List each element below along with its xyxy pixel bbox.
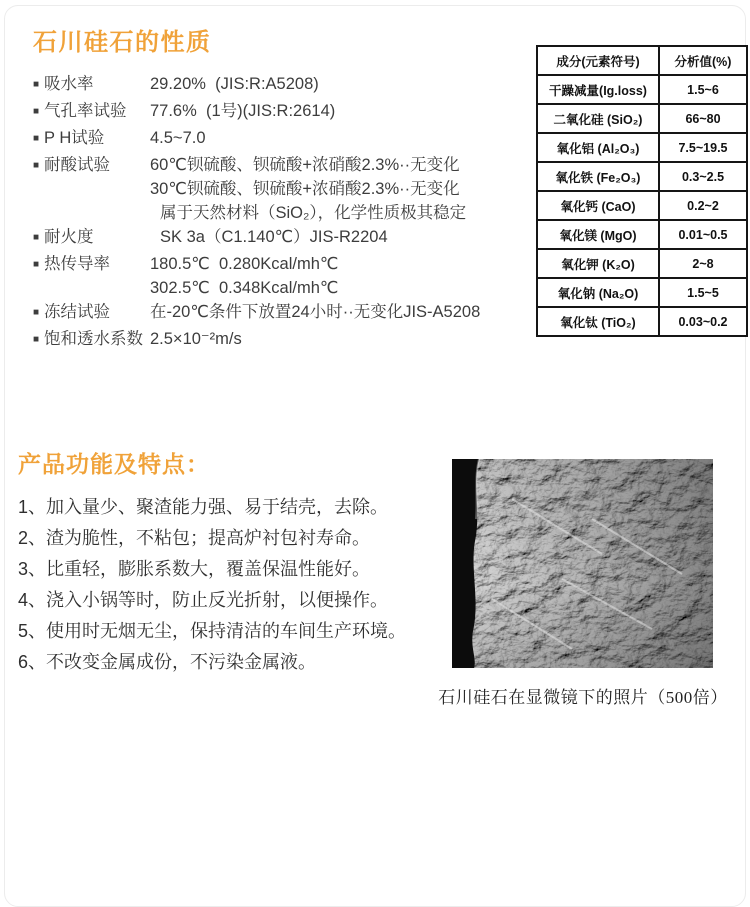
property-label-text: 热传导率	[44, 255, 111, 273]
features-section	[18, 446, 448, 678]
value-cell: 1.5~5	[659, 278, 747, 307]
component-cell: 二氧化硅 (SiO₂)	[537, 104, 659, 133]
component-cell: 氧化镁 (MgO)	[537, 220, 659, 249]
property-row-thermal-conductivity	[33, 252, 521, 300]
properties-section	[33, 22, 521, 354]
property-label-text: 饱和透水系数	[44, 330, 144, 348]
properties-title: 石川硅石的性质	[33, 29, 212, 56]
property-value	[150, 327, 242, 351]
table-row	[537, 278, 747, 307]
property-value-line: 30℃钡硫酸、钡硫酸+浓硝酸2.3%··无变化	[150, 180, 460, 198]
feature-item: 5、使用时无烟无尘，保持清洁的车间生产环境。	[18, 621, 407, 641]
property-label-text: 气孔率试验	[44, 102, 127, 120]
table-row	[537, 75, 747, 104]
property-label	[33, 99, 150, 126]
property-label	[33, 252, 150, 279]
value-cell: 66~80	[659, 104, 747, 133]
property-label	[33, 300, 150, 327]
value-cell: 7.5~19.5	[659, 133, 747, 162]
property-label-text: 耐火度	[44, 228, 94, 246]
component-cell: 氧化铝 (Al₂O₃)	[537, 133, 659, 162]
property-label	[33, 225, 150, 252]
property-label-text: 冻结试验	[44, 303, 111, 321]
microscope-photo	[452, 459, 713, 668]
property-label	[33, 126, 150, 153]
property-row-absorption	[33, 72, 521, 99]
property-row-refractoriness	[33, 225, 521, 252]
table-header-row	[537, 46, 747, 75]
property-label	[33, 153, 150, 180]
feature-item: 3、比重轻，膨胀系数大，覆盖保温性能好。	[18, 559, 371, 579]
property-row-ph	[33, 126, 521, 153]
property-value-line: 180.5℃ 0.280Kcal/mh℃	[150, 255, 339, 273]
property-label	[33, 327, 150, 354]
property-value-line: 60℃钡硫酸、钡硫酸+浓硝酸2.3%··无变化	[150, 156, 460, 174]
property-value	[150, 99, 335, 123]
property-value-line: 2.5×10⁻²m/s	[150, 330, 242, 348]
bullet-square-icon: ■	[33, 259, 40, 270]
bullet-square-icon: ■	[33, 334, 40, 345]
value-cell: 2~8	[659, 249, 747, 278]
property-label-text: 耐酸试验	[44, 156, 111, 174]
microscope-photo-texture	[452, 459, 713, 668]
value-cell: 1.5~6	[659, 75, 747, 104]
table-row	[537, 249, 747, 278]
value-cell: 0.2~2	[659, 191, 747, 220]
feature-item: 2、渣为脆性，不粘包；提高炉衬包衬寿命。	[18, 528, 371, 548]
property-value	[150, 126, 206, 150]
component-cell: 氧化钙 (CaO)	[537, 191, 659, 220]
property-row-permeability	[33, 327, 521, 354]
property-label-text: P H试验	[44, 129, 105, 147]
property-value	[150, 300, 480, 324]
property-value	[150, 72, 319, 96]
component-cell: 氧化钛 (TiO₂)	[537, 307, 659, 336]
property-label	[33, 72, 150, 99]
component-cell: 干躁减量(Ig.loss)	[537, 75, 659, 104]
property-value-line: 77.6% (1号)(JIS:R:2614)	[150, 102, 336, 120]
property-value-line: 302.5℃ 0.348Kcal/mh℃	[150, 279, 339, 297]
property-value-line: 在-20℃条件下放置24小时··无变化JIS-A5208	[150, 303, 481, 321]
bullet-square-icon: ■	[33, 307, 40, 318]
bullet-square-icon: ■	[33, 79, 40, 90]
bullet-square-icon: ■	[33, 160, 40, 171]
table-row	[537, 104, 747, 133]
feature-item: 4、浇入小锅等时，防止反光折射，以便操作。	[18, 590, 389, 610]
property-value-line: SK 3a（C1.140℃）JIS-R2204	[160, 228, 388, 246]
value-cell: 0.03~0.2	[659, 307, 747, 336]
header-value: 分析值(%)	[659, 46, 747, 75]
property-row-porosity	[33, 99, 521, 126]
property-label-text: 吸水率	[44, 75, 94, 93]
property-value	[150, 225, 388, 249]
composition-table-wrap	[536, 45, 748, 337]
property-row-freezing-test	[33, 300, 521, 327]
header-component: 成分(元素符号)	[537, 46, 659, 75]
table-row	[537, 133, 747, 162]
table-row	[537, 220, 747, 249]
property-value	[150, 252, 338, 300]
bullet-square-icon: ■	[33, 106, 40, 117]
property-value-line: 29.20% (JIS:R:A5208)	[150, 75, 319, 93]
property-row-acid-resistance	[33, 153, 521, 225]
value-cell: 0.3~2.5	[659, 162, 747, 191]
property-value-line: 4.5~7.0	[150, 129, 206, 147]
table-row	[537, 162, 747, 191]
bullet-square-icon: ■	[33, 232, 40, 243]
bullet-square-icon: ■	[33, 133, 40, 144]
value-cell: 0.01~0.5	[659, 220, 747, 249]
table-row	[537, 307, 747, 336]
feature-item: 1、加入量少、聚渣能力强、易于结壳，去除。	[18, 497, 389, 517]
component-cell: 氧化铁 (Fe₂O₃)	[537, 162, 659, 191]
property-value-line: 属于天然材料（SiO₂），化学性质极其稳定	[160, 204, 467, 222]
photo-caption: 石川硅石在显微镜下的照片（500倍）	[438, 688, 728, 707]
component-cell: 氧化钠 (Na₂O)	[537, 278, 659, 307]
feature-item: 6、不改变金属成份，不污染金属液。	[18, 652, 317, 672]
property-value	[150, 153, 466, 225]
features-title: 产品功能及特点：	[18, 451, 210, 477]
component-cell: 氧化钾 (K₂O)	[537, 249, 659, 278]
table-row	[537, 191, 747, 220]
composition-table	[536, 45, 748, 337]
